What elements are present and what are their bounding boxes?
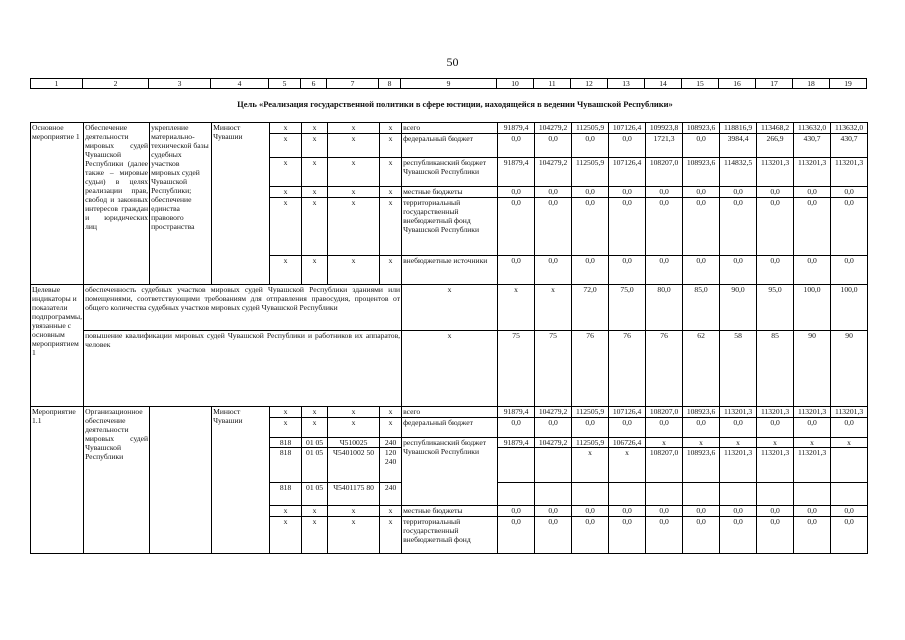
kbk-glavny-code: x — [270, 407, 302, 418]
year-value: 0,0 — [646, 187, 683, 198]
year-value: 0,0 — [720, 506, 757, 517]
year-value: 113201,3 — [794, 448, 831, 483]
column-number: 18 — [793, 79, 830, 89]
year-value: 0,0 — [720, 517, 757, 554]
kbk-expense-code: 240 — [380, 483, 402, 506]
kbk-section-code: 01 05 — [302, 483, 328, 506]
kbk-section-code: x — [302, 198, 328, 256]
activity-description: Организационное обеспечение деятельности мировых судей Чувашской Республики — [84, 407, 150, 554]
year-value: 0,0 — [609, 418, 646, 438]
indicator-row — [31, 331, 868, 407]
year-value: 91879,4 — [498, 123, 535, 134]
funding-source: республиканский бюджет Чувашской Республики — [402, 438, 498, 506]
kbk-target-code: Ч5401175 80 — [328, 483, 380, 506]
column-number: 6 — [301, 79, 327, 89]
column-number: 17 — [756, 79, 793, 89]
year-value: 118816,9 — [720, 123, 757, 134]
kbk-target-code: Ч510025 — [328, 438, 380, 448]
column-number: 15 — [682, 79, 719, 89]
year-value: x — [794, 438, 831, 448]
funding-source: внебюджетные источники — [402, 256, 498, 285]
year-value: 0,0 — [535, 187, 572, 198]
year-value: 91879,4 — [498, 158, 535, 187]
kbk-section-code: x — [302, 506, 328, 517]
year-value: 0,0 — [757, 517, 794, 554]
funding-source: территориальный государственный внебюджетный фонд — [402, 517, 498, 554]
year-value: 0,0 — [831, 256, 868, 285]
kbk-target-code: x — [328, 506, 380, 517]
kbk-glavny-code: x — [270, 506, 302, 517]
year-value: 58 — [720, 331, 757, 407]
year-value: 95,0 — [757, 285, 794, 331]
table-row — [31, 123, 868, 134]
year-value: 0,0 — [535, 256, 572, 285]
year-value: x — [572, 448, 609, 483]
year-value: 113201,3 — [757, 158, 794, 187]
year-value: 104279,2 — [535, 438, 572, 448]
year-value: 0,0 — [757, 256, 794, 285]
indicator-source: x — [402, 285, 498, 331]
kbk-section-code: x — [302, 517, 328, 554]
year-value: 109923,8 — [646, 123, 683, 134]
year-value: 0,0 — [498, 198, 535, 256]
kbk-expense-code: x — [380, 134, 402, 158]
year-value: 85 — [757, 331, 794, 407]
column-number: 8 — [379, 79, 401, 89]
column-number: 19 — [830, 79, 867, 89]
year-value: 113201,3 — [757, 448, 794, 483]
year-value: 0,0 — [572, 134, 609, 158]
year-value: 113201,3 — [831, 407, 868, 418]
year-value: 104279,2 — [535, 407, 572, 418]
kbk-expense-code: x — [380, 123, 402, 134]
year-value — [794, 483, 831, 506]
year-value: 90 — [831, 331, 868, 407]
kbk-section-code: 01 05 — [302, 448, 328, 483]
year-value: 72,0 — [572, 285, 609, 331]
kbk-glavny-code: x — [270, 187, 302, 198]
year-value: 0,0 — [831, 418, 868, 438]
activity-goal — [150, 407, 212, 554]
kbk-expense-code: 240 — [380, 438, 402, 448]
year-value: 0,0 — [720, 256, 757, 285]
kbk-expense-code: 120 240 — [380, 448, 402, 483]
activity-goal: укрепление материально-технической базы судебных участков мировых судей Чувашской Республики; обеспечение единства правового пространства — [150, 123, 212, 285]
kbk-target-code: x — [328, 134, 380, 158]
year-value: 113468,2 — [757, 123, 794, 134]
year-value: 0,0 — [535, 134, 572, 158]
column-number: 14 — [645, 79, 682, 89]
kbk-expense-code: x — [380, 187, 402, 198]
year-value: 108207,0 — [646, 448, 683, 483]
year-value: x — [535, 285, 572, 331]
column-number: 7 — [327, 79, 379, 89]
activity-description: Обеспечение деятельности мировых судей Чувашской Республики (далее также – мировые судьи) в целях реализации прав, свобод и законных интересов граждан и юридических лиц — [84, 123, 150, 285]
year-value: 113201,3 — [794, 158, 831, 187]
year-value: 0,0 — [720, 198, 757, 256]
year-value: 0,0 — [720, 418, 757, 438]
kbk-target-code: x — [328, 418, 380, 438]
responsible-executor: Минюст Чувашии — [212, 407, 270, 554]
year-value: 1721,3 — [646, 134, 683, 158]
year-value: 0,0 — [831, 187, 868, 198]
funding-source: местные бюджеты — [402, 187, 498, 198]
year-value: 107126,4 — [609, 407, 646, 418]
year-value: 0,0 — [609, 187, 646, 198]
kbk-section-code: x — [302, 418, 328, 438]
year-value: 0,0 — [831, 517, 868, 554]
kbk-expense-code: x — [380, 256, 402, 285]
year-value — [535, 483, 572, 506]
funding-source: федеральный бюджет — [402, 418, 498, 438]
column-number: 4 — [211, 79, 269, 89]
funding-source: всего — [402, 123, 498, 134]
kbk-glavny-code: x — [270, 134, 302, 158]
year-value — [831, 448, 868, 483]
year-value: x — [831, 438, 868, 448]
year-value: 0,0 — [609, 256, 646, 285]
year-value: 0,0 — [757, 506, 794, 517]
kbk-glavny-code: 818 — [270, 448, 302, 483]
year-value: 112505,9 — [572, 438, 609, 448]
table-row — [31, 407, 868, 418]
column-number: 2 — [83, 79, 149, 89]
column-number: 16 — [719, 79, 756, 89]
year-value: 104279,2 — [535, 158, 572, 187]
year-value: 0,0 — [757, 418, 794, 438]
kbk-expense-code: x — [380, 418, 402, 438]
year-value: x — [683, 438, 720, 448]
year-value — [646, 483, 683, 506]
year-value: 91879,4 — [498, 438, 535, 448]
kbk-glavny-code: x — [270, 158, 302, 187]
kbk-target-code: Ч5401002 50 — [328, 448, 380, 483]
year-value: 0,0 — [498, 187, 535, 198]
year-value: 85,0 — [683, 285, 720, 331]
year-value: 0,0 — [646, 256, 683, 285]
kbk-glavny-code: x — [270, 256, 302, 285]
indicator-row — [31, 285, 868, 331]
kbk-target-code: x — [328, 187, 380, 198]
year-value: 112505,9 — [572, 158, 609, 187]
year-value: 0,0 — [794, 187, 831, 198]
kbk-target-code: x — [328, 517, 380, 554]
year-value — [609, 483, 646, 506]
year-value: 0,0 — [794, 256, 831, 285]
year-value: 0,0 — [572, 418, 609, 438]
year-value: 0,0 — [794, 517, 831, 554]
activity-name: Основное мероприятие 1 — [31, 123, 84, 285]
kbk-target-code: x — [328, 158, 380, 187]
year-value: 0,0 — [498, 517, 535, 554]
kbk-expense-code: x — [380, 407, 402, 418]
year-value: 0,0 — [572, 517, 609, 554]
year-value: 107126,4 — [609, 158, 646, 187]
year-value: 0,0 — [757, 187, 794, 198]
kbk-target-code: x — [328, 256, 380, 285]
year-value: 75 — [535, 331, 572, 407]
kbk-glavny-code: x — [270, 517, 302, 554]
year-value — [757, 483, 794, 506]
year-value: 0,0 — [572, 187, 609, 198]
year-value: 0,0 — [646, 517, 683, 554]
year-value: 0,0 — [609, 198, 646, 256]
year-value — [683, 483, 720, 506]
funding-source: всего — [402, 407, 498, 418]
funding-source: местные бюджеты — [402, 506, 498, 517]
indicator-source: x — [402, 331, 498, 407]
year-value: 0,0 — [498, 418, 535, 438]
year-value: 108207,0 — [646, 158, 683, 187]
year-value: 113201,3 — [794, 407, 831, 418]
column-number: 13 — [608, 79, 645, 89]
year-value: 0,0 — [683, 506, 720, 517]
year-value: 75,0 — [609, 285, 646, 331]
year-value — [498, 483, 535, 506]
year-value: 0,0 — [757, 198, 794, 256]
column-number-row — [30, 78, 867, 89]
year-value: 0,0 — [498, 134, 535, 158]
goal-title: Цель «Реализация государственной политики в сфере юстиции, находящейся в ведении Чувашской Республики» — [237, 99, 673, 109]
year-value: 0,0 — [498, 506, 535, 517]
year-value: 0,0 — [683, 517, 720, 554]
year-value: 90 — [794, 331, 831, 407]
year-value: x — [646, 438, 683, 448]
column-number: 9 — [401, 79, 497, 89]
year-value: 76 — [609, 331, 646, 407]
year-value: 0,0 — [535, 506, 572, 517]
year-value — [720, 483, 757, 506]
year-value: 0,0 — [831, 506, 868, 517]
year-value: 0,0 — [794, 506, 831, 517]
page-number: 50 — [446, 55, 459, 69]
kbk-section-code: 01 05 — [302, 438, 328, 448]
kbk-target-code: x — [328, 198, 380, 256]
year-value: 0,0 — [646, 418, 683, 438]
year-value: 0,0 — [498, 256, 535, 285]
year-value: 0,0 — [683, 198, 720, 256]
year-value: 113632,0 — [831, 123, 868, 134]
year-value — [831, 483, 868, 506]
kbk-section-code: x — [302, 123, 328, 134]
indicator-name: обеспеченность судебных участков мировых судей Чувашской Республики зданиями или помещениями, соответствующими требованиям для отправления правосудия, процентов от общего количества судебных участков мировых судей Чувашской Республики — [84, 285, 402, 331]
year-value: 430,7 — [831, 134, 868, 158]
year-value: 0,0 — [535, 517, 572, 554]
kbk-section-code: x — [302, 187, 328, 198]
kbk-glavny-code: x — [270, 198, 302, 256]
year-value: 0,0 — [609, 517, 646, 554]
year-value: 0,0 — [720, 187, 757, 198]
column-number: 3 — [149, 79, 211, 89]
year-value: 76 — [572, 331, 609, 407]
year-value — [498, 448, 535, 483]
responsible-executor: Минюст Чувашии — [212, 123, 270, 285]
year-value: 62 — [683, 331, 720, 407]
year-value: 0,0 — [535, 418, 572, 438]
year-value: x — [757, 438, 794, 448]
column-number: 1 — [31, 79, 83, 89]
year-value: 0,0 — [646, 506, 683, 517]
year-value: 112505,9 — [572, 407, 609, 418]
kbk-section-code: x — [302, 158, 328, 187]
year-value: 0,0 — [831, 198, 868, 256]
year-value: 100,0 — [794, 285, 831, 331]
year-value: 113201,3 — [757, 407, 794, 418]
year-value: 113632,0 — [794, 123, 831, 134]
year-value: 112505,9 — [572, 123, 609, 134]
kbk-glavny-code: x — [270, 418, 302, 438]
kbk-section-code: x — [302, 134, 328, 158]
kbk-glavny-code: 818 — [270, 483, 302, 506]
year-value: 75 — [498, 331, 535, 407]
year-value: 76 — [646, 331, 683, 407]
kbk-expense-code: x — [380, 517, 402, 554]
kbk-expense-code: x — [380, 506, 402, 517]
year-value: 0,0 — [572, 198, 609, 256]
year-value: 108923,6 — [683, 123, 720, 134]
year-value: 108923,6 — [683, 448, 720, 483]
kbk-section-code: x — [302, 407, 328, 418]
year-value: 0,0 — [794, 198, 831, 256]
funding-source: республиканский бюджет Чувашской Республики — [402, 158, 498, 187]
column-number: 10 — [497, 79, 534, 89]
year-value: 430,7 — [794, 134, 831, 158]
budget-table — [30, 122, 868, 554]
year-value: 113201,3 — [720, 407, 757, 418]
year-value: 80,0 — [646, 285, 683, 331]
year-value: 0,0 — [646, 198, 683, 256]
year-value: 0,0 — [683, 134, 720, 158]
year-value: x — [609, 448, 646, 483]
year-value: 0,0 — [609, 506, 646, 517]
year-value: 113201,3 — [720, 448, 757, 483]
year-value: 90,0 — [720, 285, 757, 331]
year-value: x — [498, 285, 535, 331]
column-number: 12 — [571, 79, 608, 89]
kbk-glavny-code: x — [270, 123, 302, 134]
year-value: 266,9 — [757, 134, 794, 158]
year-value: 0,0 — [535, 198, 572, 256]
year-value: 114832,5 — [720, 158, 757, 187]
year-value: 108923,6 — [683, 158, 720, 187]
year-value: 108207,0 — [646, 407, 683, 418]
column-number: 5 — [269, 79, 301, 89]
column-number: 11 — [534, 79, 571, 89]
year-value: 108923,6 — [683, 407, 720, 418]
year-value: 106726,4 — [609, 438, 646, 448]
year-value: 107126,4 — [609, 123, 646, 134]
year-value: 104279,2 — [535, 123, 572, 134]
year-value: 3984,4 — [720, 134, 757, 158]
year-value: 100,0 — [831, 285, 868, 331]
year-value: 91879,4 — [498, 407, 535, 418]
funding-source: федеральный бюджет — [402, 134, 498, 158]
indicators-heading: Целевые индикаторы и показатели подпрограммы, увязанные с основным мероприятием 1 — [31, 285, 84, 407]
kbk-target-code: x — [328, 407, 380, 418]
year-value: 0,0 — [683, 256, 720, 285]
year-value: 0,0 — [794, 418, 831, 438]
year-value — [572, 483, 609, 506]
year-value: 0,0 — [683, 187, 720, 198]
year-value — [535, 448, 572, 483]
funding-source: территориальный государственный внебюджетный фонд Чувашской Республики — [402, 198, 498, 256]
kbk-expense-code: x — [380, 198, 402, 256]
kbk-glavny-code: 818 — [270, 438, 302, 448]
year-value: 0,0 — [572, 506, 609, 517]
year-value: 0,0 — [683, 418, 720, 438]
kbk-expense-code: x — [380, 158, 402, 187]
activity-name: Мероприятие 1.1 — [31, 407, 84, 554]
year-value: 113201,3 — [831, 158, 868, 187]
kbk-section-code: x — [302, 256, 328, 285]
year-value: 0,0 — [609, 134, 646, 158]
year-value: 0,0 — [572, 256, 609, 285]
indicator-name: повышение квалификации мировых судей Чувашской Республики и работников их аппаратов, человек — [84, 331, 402, 407]
year-value: x — [720, 438, 757, 448]
kbk-target-code: x — [328, 123, 380, 134]
